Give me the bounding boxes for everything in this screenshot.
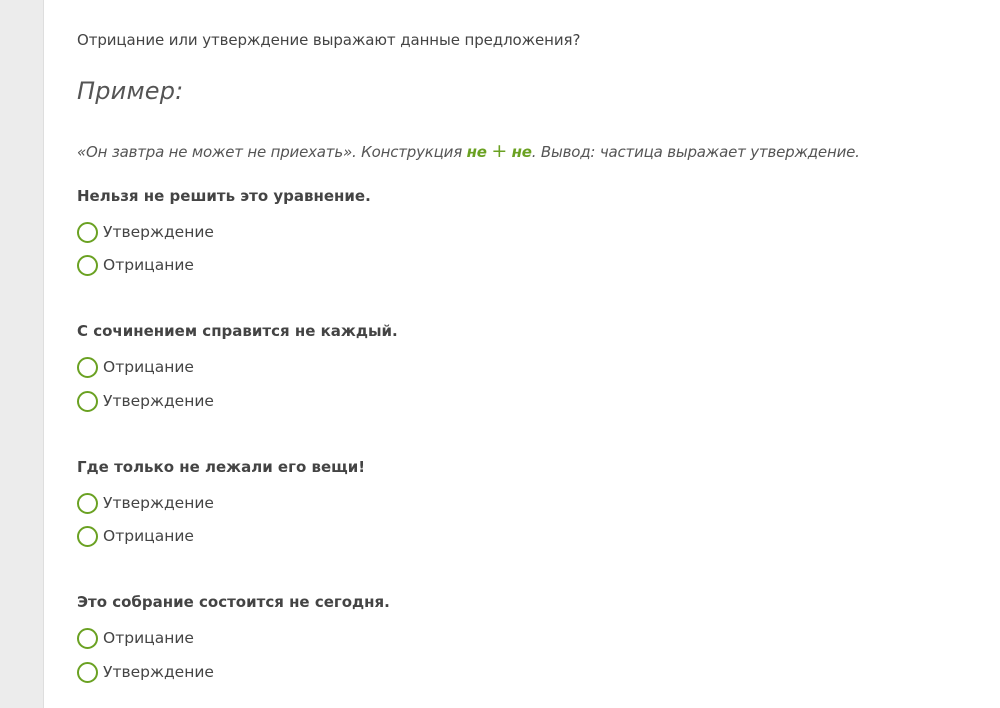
question-1-option-1[interactable] bbox=[77, 221, 214, 243]
question-3-option-2[interactable] bbox=[77, 525, 194, 547]
radio-button-icon[interactable] bbox=[77, 255, 98, 276]
example-text bbox=[77, 140, 860, 162]
radio-button-icon[interactable] bbox=[77, 222, 98, 243]
option-label: Отрицание bbox=[103, 527, 194, 545]
example-title: Пример: bbox=[77, 77, 184, 105]
question-4-text: Это собрание состоится не сегодня. bbox=[77, 593, 390, 611]
question-4-option-1[interactable] bbox=[77, 627, 194, 649]
example-particle-1: не bbox=[466, 143, 487, 161]
radio-button-icon[interactable] bbox=[77, 662, 98, 683]
radio-button-icon[interactable] bbox=[77, 391, 98, 412]
question-2-option-2[interactable] bbox=[77, 390, 214, 412]
radio-button-icon[interactable] bbox=[77, 357, 98, 378]
radio-button-icon[interactable] bbox=[77, 628, 98, 649]
question-2-text: С сочинением справится не каждый. bbox=[77, 322, 398, 340]
question-3-text: Где только не лежали его вещи! bbox=[77, 458, 366, 476]
question-3-option-1[interactable] bbox=[77, 492, 214, 514]
left-sidebar bbox=[0, 0, 44, 708]
question-2-option-1[interactable] bbox=[77, 356, 194, 378]
question-4-option-2[interactable] bbox=[77, 661, 214, 683]
option-label: Утверждение bbox=[103, 663, 214, 681]
option-label: Утверждение bbox=[103, 223, 214, 241]
example-particle-2: не bbox=[511, 143, 532, 161]
option-label: Утверждение bbox=[103, 392, 214, 410]
question-1-text: Нельзя не решить это уравнение. bbox=[77, 187, 371, 205]
option-label: Отрицание bbox=[103, 358, 194, 376]
option-label: Утверждение bbox=[103, 494, 214, 512]
plus-icon: + bbox=[491, 140, 508, 162]
question-1-option-2[interactable] bbox=[77, 254, 194, 276]
task-instruction: Отрицание или утверждение выражают данные предложения? bbox=[77, 31, 581, 49]
option-label: Отрицание bbox=[103, 256, 194, 274]
radio-button-icon[interactable] bbox=[77, 493, 98, 514]
example-text-after: . Вывод: частица выражает утверждение. bbox=[531, 143, 860, 161]
example-text-before: «Он завтра не может не приехать». Конструкция bbox=[77, 143, 467, 161]
radio-button-icon[interactable] bbox=[77, 526, 98, 547]
option-label: Отрицание bbox=[103, 629, 194, 647]
